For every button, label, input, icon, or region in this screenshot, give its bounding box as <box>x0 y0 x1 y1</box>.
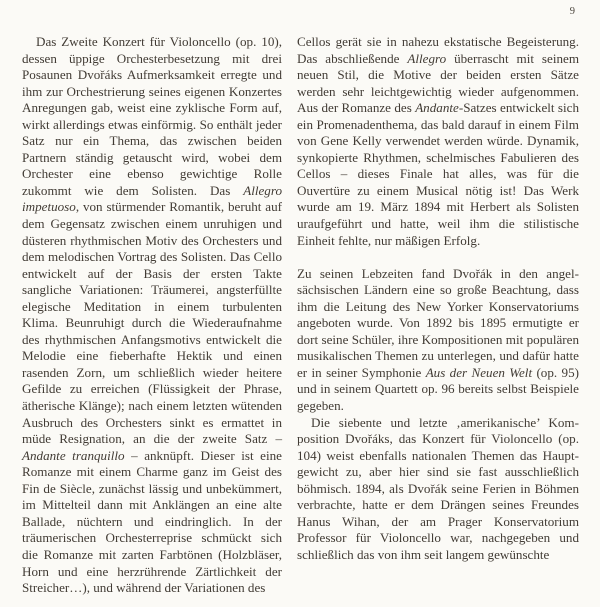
body-text: – anknüpft. Dieser ist eine Romanze mit einem Charme ganz im Geist des Fin de Siècle, zunächst lässig und unbekümmert, im Mittelteil dann mit Anklängen an eine alte Ballade, nüchtern und eindringlich. In der träumerischen Orchesterreprise schmückt sich die Romanze mit zarten Farbtönen (Holzbläser, Horn und eine herzrührende Zärtlichkeit der Streicher…), und während der Variationen des <box>22 447 282 596</box>
italic-text: Allegro <box>407 50 447 66</box>
body-text: (op. 95) und in seinem Quartett op. 96 bereits selbst Beispiele gegeben. <box>297 364 579 414</box>
body-text: , von stürmender Romantik, beruht auf dem Gegensatz zwischen einem unruhigen und düsteren rhythmischen Motiv des Orchesters und dem melodischen Vortrag des Solisten. Das Cello entwickelt auf der Basis der ersten Takte sangliche Variationen: Träumerei, angsterfüllte elegische Meditation in einem turbulenten Klima. Beunruhigt durch die Wiederaufnahme des rhythmischen Anfangsmotivs entwickelt die Melodie eine fieberhafte Hektik und einen rasenden Zorn, um schließlich wieder heitere Gefilde zu erreichen (Flüssigkeit der Phrase, ätherische Klänge); nach einem letzten wütenden Ausbruch des Orchesters sinkt es ermattet in müde Resignation, an die der zweite Satz – <box>22 199 282 447</box>
italic-text: Allegro impetuoso <box>22 182 282 215</box>
left-column <box>22 34 282 597</box>
body-text: -Satzes entwickelt sich ein Promenadenthema, das bald darauf in einem Film von Gene Kelly verwendet werden würde. Dynamik, synkopierte Rhythmen, schelmisches Fabulieren des Cellos – dieses Finale hat alles, was für die Ouvertüre zu einem Musical nötig ist! Das Werk wurde am 19. März 1894 mit Herbert als Solisten uraufgeführt und hatte, weil ihm die stilistische Einheit fehlte, nur mäßigen Erfolg. <box>297 100 579 248</box>
page-number: 9 <box>569 6 575 17</box>
italic-text: Andante <box>415 100 459 116</box>
right-column <box>297 34 579 597</box>
body-text: Die siebente und letzte ‚amerikanische’ Komposition Dvořáks, das Konzert für Violoncello (op. 104) weist ebenfalls nationalen Themen das Hauptgewicht zu, aber hier sind sie fast ausschließlich böhmisch. 1894, als Dvořák seine Ferien in Böhmen verbrachte, hatte er dem Drängen seines Freundes Hanus Wihan, der am Prager Konservatorium Professor für Violoncello war, nachgegeben und schließlich das von ihm seit langem gewünschte <box>297 414 579 562</box>
text-columns <box>22 34 579 597</box>
body-text: Cellos gerät sie in nahezu ekstatische Begeisterung. Das abschließende <box>297 34 579 66</box>
paragraph <box>297 415 579 564</box>
paragraph <box>22 34 282 597</box>
body-text: überrascht mit seinem neuen Stil, die Motive der beiden ersten Sätze werden sehr leichtgewichtig wieder aufgenommen. Aus der Romanze des <box>297 50 580 116</box>
italic-text: Andante tranquillo <box>22 447 125 463</box>
body-text: Das Zweite Konzert für Violoncello (op. 10), dessen üppige Orchesterbesetzung mit drei Posaunen Dvořáks Aufmerksamkeit erregte und ihm zur Orchestrierung seines eigenen Konzertes Anregungen gab, weist eine zyklische Form auf, wirkt allerdings etwas einförmig. So enthält jeder Satz nur ein Thema, das zwischen beiden Partnern ständig getauscht wird, wobei dem Orchester eine ebenso gewichtige Rolle zukommt wie dem Solisten. Das <box>22 34 282 198</box>
paragraph <box>297 34 579 249</box>
paragraph <box>297 266 579 415</box>
body-text: Zu seinen Lebzeiten fand Dvořák in den angelsächsischen Ländern eine so große Beachtung, dass ihm die Leitung des New Yorker Konservatoriums angeboten wurde. Von 1892 bis 1895 ermutigte er dort seine Schüler, ihre Kompositionen mit populären musikalischen Themen zu unterlegen, und dafür hatte er in seiner Symphonie <box>297 265 579 380</box>
italic-text: Aus der Neuen Welt <box>425 364 533 380</box>
